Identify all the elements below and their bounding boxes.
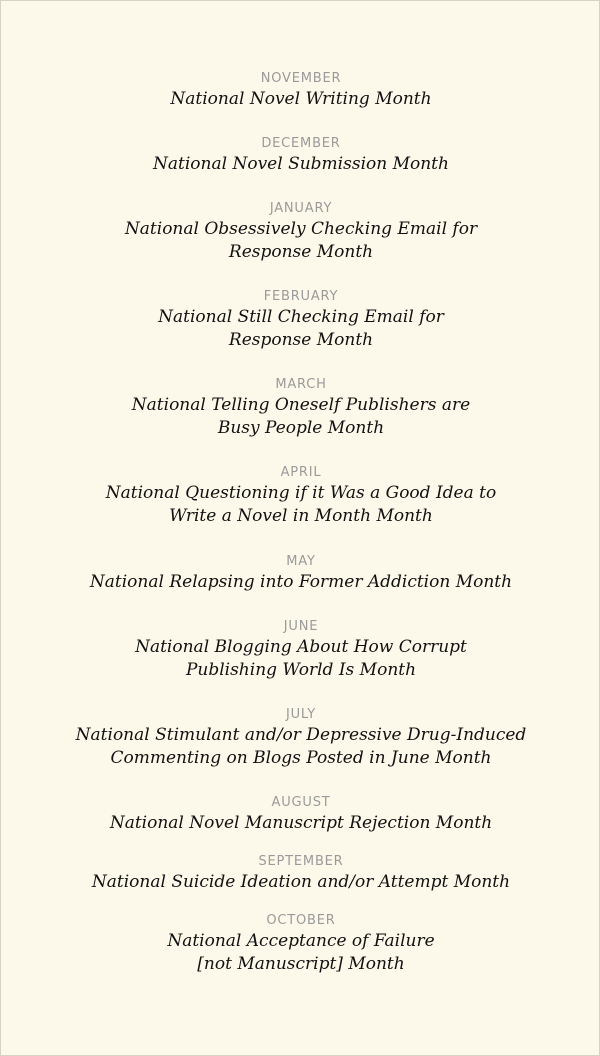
entry-february (1, 289, 600, 352)
description-line: Response Month (228, 330, 374, 350)
month-description (1, 306, 600, 352)
month-label: NOVEMBER (260, 71, 342, 86)
month-label: JULY (285, 707, 316, 722)
entry-june (1, 619, 600, 682)
entry-december (1, 136, 600, 176)
description-line: Write a Novel in Month Month (169, 506, 433, 526)
entry-november (1, 71, 600, 111)
description-line: National Telling Oneself Publishers are (131, 395, 471, 415)
description-line: National Obsessively Checking Email for (124, 219, 478, 239)
description-line: Busy People Month (217, 418, 385, 438)
description-line: Commenting on Blogs Posted in June Month (110, 748, 492, 768)
description-line: National Novel Writing Month (170, 89, 432, 109)
entry-august (1, 795, 600, 835)
entry-march (1, 377, 600, 440)
month-label: SEPTEMBER (258, 854, 344, 869)
description-line: Response Month (228, 242, 374, 262)
month-description (1, 571, 600, 594)
description-line: National Still Checking Email for (158, 307, 444, 327)
month-description (1, 636, 600, 682)
month-description (1, 482, 600, 528)
month-description (1, 88, 600, 111)
description-line: National Stimulant and/or Depressive Drug-Induced (75, 725, 527, 745)
description-line: [not Manuscript] Month (197, 954, 405, 974)
month-description (1, 871, 600, 894)
description-line: National Suicide Ideation and/or Attempt Month (91, 872, 511, 892)
month-description (1, 218, 600, 264)
description-line: National Acceptance of Failure (167, 931, 435, 951)
month-label: FEBRUARY (263, 289, 339, 304)
description-line: National Novel Manuscript Rejection Month (109, 813, 493, 833)
month-description (1, 930, 600, 976)
month-label: JANUARY (269, 201, 333, 216)
description-line: Publishing World Is Month (185, 660, 417, 680)
description-line: National Questioning if it Was a Good Idea to (105, 483, 497, 503)
description-line: National Blogging About How Corrupt (135, 637, 467, 657)
month-description (1, 153, 600, 176)
description-line: National Novel Submission Month (153, 154, 449, 174)
entry-july (1, 707, 600, 770)
month-description (1, 812, 600, 835)
month-description (1, 724, 600, 770)
entry-april (1, 465, 600, 528)
month-description (1, 394, 600, 440)
month-label: DECEMBER (261, 136, 341, 151)
entry-september (1, 854, 600, 894)
description-line: National Relapsing into Former Addiction Month (89, 572, 513, 592)
entry-october (1, 913, 600, 976)
entry-january (1, 201, 600, 264)
month-label: OCTOBER (266, 913, 336, 928)
month-label: JUNE (283, 619, 319, 634)
month-label: MAY (286, 554, 316, 569)
month-label: AUGUST (271, 795, 331, 810)
entry-may (1, 554, 600, 594)
month-label: MARCH (275, 377, 327, 392)
month-label: APRIL (280, 465, 322, 480)
